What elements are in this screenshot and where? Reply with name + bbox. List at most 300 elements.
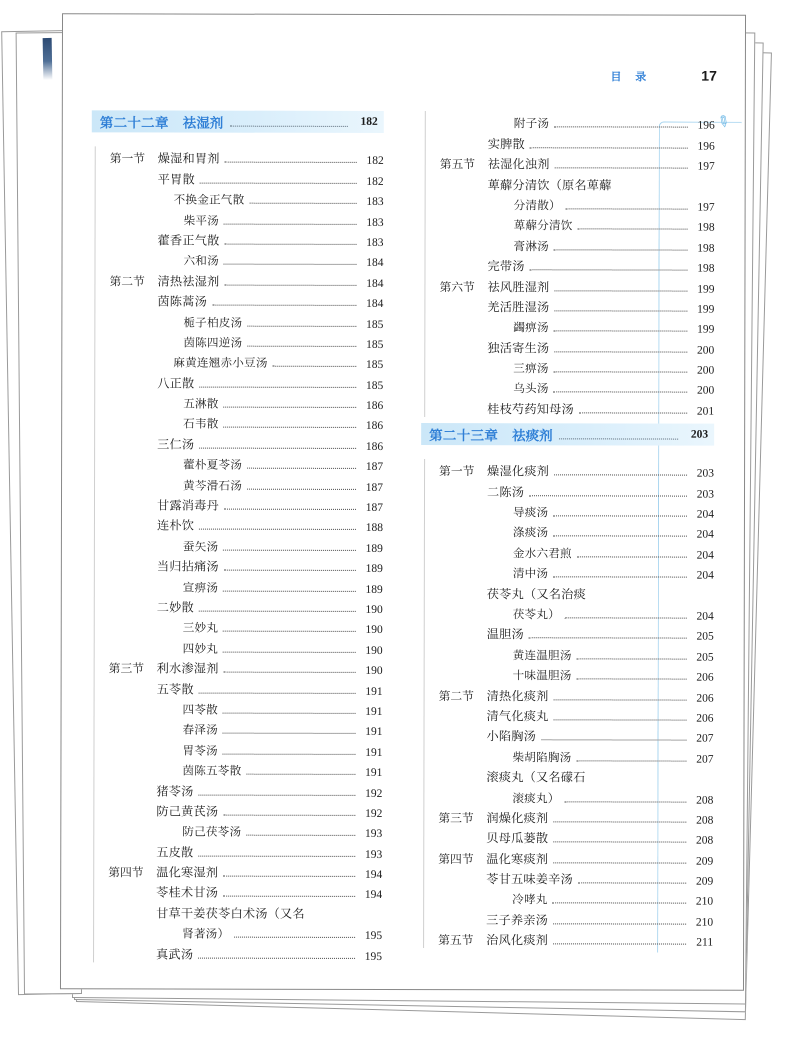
toc-entry-page: 205 [696, 630, 714, 644]
toc-entry-page: 193 [364, 848, 383, 861]
toc-entry-title: 宣痹汤 [182, 581, 219, 595]
toc-entry-section: 第五节 [439, 157, 476, 172]
toc-entry-title: 蠲痹汤 [513, 321, 549, 335]
leader-dots [212, 305, 356, 306]
leader-dots [225, 162, 357, 163]
toc-entry-title: 滚痰丸（又名礞石 [486, 770, 586, 785]
toc-entry-page: 184 [366, 277, 384, 290]
toc-entry[interactable] [109, 595, 383, 616]
toc-entry-title: 柴平汤 [183, 214, 219, 228]
leader-dots [554, 351, 687, 352]
toc-entry-title: 冷哮丸 [512, 893, 548, 907]
toc-entry-title: 滚痰丸） [512, 791, 560, 805]
toc-columns [61, 110, 745, 961]
toc-entry-title: 连朴饮 [156, 518, 195, 533]
toc-entry[interactable] [438, 826, 713, 847]
toc-entry-title: 三痹汤 [513, 362, 549, 376]
toc-entry[interactable] [438, 928, 713, 949]
leader-dots [224, 509, 356, 510]
leader-dots [246, 774, 355, 775]
toc-entry-title: 金水六君煎 [512, 547, 572, 561]
toc-entry[interactable] [110, 228, 384, 249]
toc-entry[interactable] [439, 561, 714, 582]
toc-entry-page: 192 [365, 807, 383, 820]
toc-entry-title: 麻黄连翘赤小豆汤 [173, 356, 268, 371]
toc-entry-title: 十味温胆汤 [512, 669, 572, 683]
toc-entry-title: 独活寄生汤 [487, 340, 550, 355]
leader-dots [223, 753, 356, 754]
toc-entry-page: 182 [366, 155, 384, 168]
toc-entry[interactable] [439, 315, 714, 336]
toc-page [60, 13, 746, 990]
toc-entry[interactable] [440, 152, 715, 173]
toc-entry[interactable] [110, 146, 384, 167]
leader-dots [577, 679, 687, 680]
toc-entry[interactable] [438, 785, 713, 806]
toc-entry-title: 栀子柏皮汤 [183, 316, 243, 330]
toc-entry[interactable] [109, 350, 383, 371]
toc-entry-page: 184 [366, 257, 384, 270]
toc-entry[interactable] [438, 806, 713, 827]
toc-entry[interactable] [110, 167, 384, 188]
toc-entry-page: 187 [365, 501, 383, 514]
leader-dots [224, 264, 357, 265]
toc-entry-title: 利水渗湿剂 [156, 661, 219, 676]
toc-entry-page: 184 [366, 298, 384, 311]
running-header [63, 66, 745, 84]
toc-entry-title: 甘露消毒丹 [156, 498, 219, 513]
toc-entry-title: 不换金正气散 [173, 193, 245, 207]
leader-dots [529, 638, 687, 639]
leader-dots [199, 386, 356, 387]
toc-entry-page: 183 [366, 196, 384, 209]
toc-entry-page: 190 [365, 603, 383, 616]
toc-entry-page: 191 [365, 705, 383, 718]
leader-dots [576, 760, 686, 761]
toc-entry-page: 208 [696, 834, 714, 847]
toc-entry-page: 183 [366, 236, 384, 249]
toc-entry-section: 第五节 [438, 933, 474, 948]
toc-entry-title: 猪苓汤 [156, 783, 194, 799]
toc-entry[interactable] [109, 330, 383, 351]
toc-entry[interactable] [109, 697, 383, 718]
toc-entry-title: 柴胡陷胸汤 [512, 750, 572, 765]
leader-dots [554, 290, 687, 291]
toc-entry[interactable] [439, 376, 714, 397]
leader-dots [559, 429, 679, 439]
toc-entry[interactable] [439, 663, 714, 684]
leader-dots [541, 740, 686, 741]
toc-column-left [61, 110, 404, 961]
toc-entry[interactable] [438, 744, 713, 765]
toc-entry[interactable] [438, 867, 713, 888]
toc-entry-title: 三子养亲汤 [486, 913, 549, 928]
toc-entry-page: 211 [696, 936, 714, 949]
toc-entry-page: 204 [696, 508, 714, 521]
leader-dots [199, 447, 356, 448]
leader-dots [530, 147, 688, 148]
toc-entry-title: 清热化痰剂 [486, 688, 549, 703]
toc-entry-page: 207 [696, 753, 714, 766]
leader-dots [247, 346, 356, 347]
chapter-page-number: 182 [360, 115, 378, 128]
toc-entry-list-right-top [424, 111, 715, 417]
leader-dots [553, 923, 686, 924]
leader-dots [223, 896, 355, 897]
toc-entry[interactable] [439, 335, 714, 356]
toc-entry-page: 200 [697, 364, 715, 377]
toc-entry[interactable] [439, 540, 714, 561]
leader-dots [199, 529, 356, 530]
toc-entry[interactable] [439, 356, 714, 377]
toc-entry-section: 第六节 [439, 279, 475, 294]
toc-entry-title: 治风化痰剂 [486, 933, 549, 948]
toc-entry-page: 189 [365, 542, 383, 555]
leader-dots [247, 325, 356, 326]
toc-entry[interactable] [439, 642, 714, 663]
toc-entry[interactable] [109, 575, 383, 596]
toc-entry[interactable] [109, 452, 383, 473]
toc-entry[interactable] [109, 656, 383, 677]
toc-entry-title: 黄连温胆汤 [512, 648, 572, 663]
toc-entry[interactable] [109, 554, 383, 575]
toc-entry-title: 茯苓丸（又名治痰 [486, 586, 586, 601]
toc-entry[interactable] [438, 908, 713, 929]
chapter-number: 第二十二章 [99, 115, 169, 132]
toc-entry[interactable] [108, 799, 382, 820]
toc-entry[interactable] [439, 683, 714, 704]
toc-entry-page: 209 [695, 875, 714, 888]
toc-entry[interactable] [439, 520, 714, 541]
toc-entry-page: 196 [697, 140, 715, 153]
leader-dots [529, 495, 687, 496]
toc-entry-section: 第四节 [108, 865, 144, 880]
toc-entry[interactable] [440, 172, 715, 193]
toc-entry[interactable] [109, 432, 383, 453]
toc-entry-page: 197 [697, 201, 715, 214]
toc-entry-title: 清中汤 [512, 567, 549, 581]
toc-entry-page: 209 [695, 855, 714, 868]
toc-entry-title: 石韦散 [183, 418, 219, 432]
leader-dots [224, 223, 357, 224]
toc-entry-page: 199 [697, 303, 715, 316]
toc-entry[interactable] [109, 269, 383, 290]
leader-dots [198, 957, 355, 958]
leader-dots [234, 937, 355, 938]
toc-entry-page: 185 [366, 338, 384, 351]
toc-entry[interactable] [439, 704, 714, 725]
toc-entry[interactable] [439, 397, 714, 418]
leader-dots [553, 862, 686, 863]
toc-entry-title: 涤痰汤 [512, 526, 549, 540]
toc-entry-page: 206 [696, 712, 714, 725]
toc-entry-title: 贝母瓜蒌散 [486, 831, 549, 846]
toc-entry[interactable] [438, 724, 713, 745]
toc-entry-page: 183 [366, 216, 384, 229]
toc-entry-title: 附子汤 [513, 117, 550, 131]
leader-dots [566, 208, 688, 209]
leader-dots [554, 331, 688, 332]
toc-entry-title: 润燥化痰剂 [486, 811, 549, 826]
toc-entry-page: 210 [695, 896, 714, 909]
toc-entry-page: 201 [696, 405, 715, 418]
toc-entry[interactable] [440, 193, 715, 214]
toc-entry-page: 208 [696, 794, 714, 807]
leader-dots [553, 515, 687, 516]
leader-dots [223, 549, 356, 550]
toc-entry-section: 第三节 [438, 810, 474, 826]
toc-entry-page: 206 [696, 692, 714, 705]
leader-dots [199, 611, 356, 612]
leader-dots [553, 719, 686, 720]
toc-entry-page: 189 [365, 583, 383, 596]
toc-entry-page: 208 [696, 814, 714, 827]
toc-entry-title: 茵陈五苓散 [182, 764, 242, 778]
toc-entry-title: 乌头汤 [513, 382, 549, 396]
toc-entry-title: 春泽汤 [182, 723, 218, 737]
toc-entry[interactable] [439, 254, 714, 275]
leader-dots [223, 651, 356, 652]
toc-entry-title: 萆薢分清饮 [513, 219, 573, 233]
toc-entry-page: 190 [365, 665, 383, 678]
toc-entry-page: 200 [696, 385, 715, 398]
toc-entry-page: 207 [696, 732, 714, 745]
toc-entry[interactable] [109, 677, 383, 698]
toc-entry-title: 五皮散 [156, 845, 194, 860]
toc-entry-title: 八正散 [157, 376, 195, 391]
toc-entry[interactable] [109, 289, 383, 310]
toc-entry-title: 三仁汤 [157, 437, 195, 452]
toc-entry-title: 四苓散 [182, 703, 218, 717]
leader-dots [273, 366, 357, 367]
toc-entry[interactable] [108, 921, 382, 942]
toc-entry-title: 甘草干姜茯苓白术汤（又名 [156, 906, 305, 921]
toc-entry-page: 191 [365, 746, 383, 759]
chapter-number: 第二十三章 [429, 427, 499, 445]
toc-entry-page: 198 [697, 221, 715, 234]
toc-entry-page: 200 [697, 344, 715, 357]
toc-entry[interactable] [109, 411, 383, 432]
toc-entry-page: 195 [364, 950, 383, 963]
toc-entry-title: 四妙丸 [182, 642, 219, 656]
toc-entry-page: 185 [365, 379, 384, 392]
toc-entry-title: 小陷胸汤 [486, 729, 537, 744]
chapter-title: 祛痰剂 [512, 428, 553, 445]
leader-dots [553, 821, 686, 822]
toc-entry-title: 温胆汤 [486, 627, 524, 642]
leader-dots [224, 407, 357, 408]
toc-entry-page: 210 [695, 916, 714, 929]
toc-entry[interactable] [440, 233, 715, 254]
toc-entry[interactable] [108, 840, 382, 861]
toc-entry[interactable] [109, 717, 383, 738]
toc-entry-page: 182 [366, 175, 384, 188]
toc-entry-page: 199 [697, 283, 715, 296]
toc-entry-title: 分清散） [513, 199, 561, 213]
toc-entry-section: 第二节 [438, 688, 475, 703]
toc-entry[interactable] [110, 187, 384, 208]
toc-entry-page: 195 [364, 930, 383, 943]
toc-entry-title: 萆薢分清饮（原名萆薢 [487, 177, 612, 192]
toc-entry-section: 第三节 [108, 661, 145, 676]
toc-entry-title: 温化寒痰剂 [486, 851, 549, 866]
toc-entry-page: 191 [365, 726, 383, 739]
chapter-title: 祛湿剂 [182, 115, 224, 132]
toc-entry-page: 186 [365, 440, 384, 453]
toc-entry-page: 186 [365, 420, 384, 433]
toc-entry[interactable] [438, 765, 713, 786]
toc-entry-section: 第一节 [439, 464, 475, 479]
toc-entry-title: 温化寒湿剂 [156, 865, 219, 880]
toc-entry[interactable] [108, 860, 382, 881]
toc-entry-title: 燥湿化痰剂 [487, 464, 550, 479]
toc-entry[interactable] [439, 622, 714, 643]
toc-entry-page: 203 [696, 467, 715, 480]
toc-entry-title: 茵陈四逆汤 [183, 336, 243, 350]
toc-entry-title: 防己黄芪汤 [156, 804, 219, 819]
toc-entry[interactable] [108, 738, 382, 759]
toc-entry-page: 204 [696, 569, 714, 582]
leader-dots [224, 244, 356, 245]
toc-entry[interactable] [439, 459, 714, 480]
toc-entry-page: 187 [365, 481, 384, 494]
leader-dots [223, 733, 356, 734]
leader-dots [223, 590, 356, 591]
toc-entry[interactable] [108, 901, 382, 922]
toc-entry-title: 茯苓丸） [512, 608, 560, 622]
toc-entry-title: 茵陈蒿汤 [157, 294, 207, 309]
toc-entry[interactable] [438, 887, 713, 908]
toc-entry-page: 189 [365, 563, 383, 576]
toc-entry-page: 198 [697, 242, 715, 255]
toc-entry[interactable] [109, 248, 383, 269]
toc-entry[interactable] [109, 391, 383, 412]
toc-entry-page: 197 [697, 160, 715, 173]
toc-entry-title: 蚕矢汤 [182, 540, 219, 554]
toc-entry[interactable] [438, 846, 713, 867]
leader-dots [553, 842, 686, 843]
toc-entry-title: 五苓散 [156, 682, 194, 697]
toc-entry-section: 第二节 [109, 274, 145, 289]
toc-entry[interactable] [108, 778, 382, 799]
toc-entry[interactable] [108, 880, 382, 901]
toc-entry-page: 188 [365, 522, 383, 535]
toc-entry-page: 190 [365, 644, 383, 657]
toc-entry[interactable] [109, 534, 383, 555]
leaf-icon: ✎ [713, 110, 734, 133]
toc-entry[interactable] [439, 295, 714, 316]
toc-entry-title: 祛风胜湿剂 [487, 279, 550, 294]
leader-dots [579, 412, 687, 413]
toc-entry-page: 206 [696, 671, 714, 684]
toc-entry[interactable] [109, 473, 383, 494]
leader-dots [578, 229, 688, 230]
toc-entry[interactable] [108, 819, 382, 840]
toc-entry-title: 桂枝芍药知母汤 [487, 402, 574, 417]
chapter-heading-23[interactable] [421, 423, 714, 446]
toc-entry-page: 198 [697, 262, 715, 275]
toc-entry-title: 五淋散 [183, 397, 219, 411]
toc-entry-page: 205 [696, 651, 714, 664]
toc-entry-page: 196 [697, 120, 715, 133]
leader-dots [577, 658, 687, 659]
toc-entry[interactable] [439, 602, 714, 623]
toc-entry-title: 二妙散 [156, 600, 194, 615]
toc-entry[interactable] [108, 758, 382, 779]
leader-dots [554, 392, 688, 393]
toc-entry-page: 185 [366, 359, 384, 372]
leader-dots [553, 536, 687, 537]
toc-entry[interactable] [440, 131, 715, 152]
leader-dots [554, 310, 687, 311]
toc-entry-title: 清热祛湿剂 [157, 274, 220, 289]
toc-entry[interactable] [439, 500, 714, 521]
toc-entry-page: 186 [365, 400, 384, 413]
toc-entry-title: 黄芩滑石汤 [183, 479, 243, 493]
leader-dots [554, 127, 688, 128]
toc-entry[interactable] [109, 310, 383, 331]
toc-entry-page: 190 [365, 624, 383, 637]
toc-entry-section: 第四节 [438, 851, 474, 866]
toc-entry-page: 192 [365, 787, 383, 800]
chapter-heading-22[interactable] [92, 110, 384, 133]
toc-entry[interactable] [439, 581, 714, 602]
page-number: 17 [701, 67, 717, 84]
leader-dots [246, 835, 355, 836]
leader-dots [249, 203, 356, 204]
toc-entry-page: 191 [365, 685, 383, 698]
toc-entry-list-left [93, 146, 384, 962]
leader-dots [553, 577, 687, 578]
leader-dots [224, 672, 356, 673]
leader-dots [224, 427, 357, 428]
toc-entry-title: 清气化痰丸 [486, 709, 549, 724]
leader-dots [247, 468, 356, 469]
toc-entry-title: 真武汤 [156, 947, 194, 962]
leader-dots [223, 815, 355, 816]
toc-entry[interactable] [440, 111, 715, 132]
toc-entry-title: 苓桂术甘汤 [156, 885, 219, 901]
toc-entry-title: 六和汤 [183, 254, 219, 268]
leader-dots [554, 699, 687, 700]
toc-entry[interactable] [109, 513, 383, 534]
toc-entry[interactable] [439, 479, 714, 500]
header-label: 目 录 [610, 70, 652, 84]
toc-entry[interactable] [109, 636, 383, 657]
toc-entry[interactable] [109, 371, 383, 392]
leader-dots [565, 801, 687, 802]
leader-dots [530, 269, 688, 270]
toc-entry[interactable] [109, 493, 383, 514]
toc-entry-title: 导痰汤 [512, 506, 549, 520]
leader-dots [199, 692, 356, 693]
leader-dots [223, 631, 356, 632]
toc-entry[interactable] [439, 274, 714, 295]
leader-dots [199, 794, 356, 795]
toc-entry[interactable] [108, 942, 382, 963]
toc-entry-title: 二陈汤 [487, 484, 525, 499]
toc-entry[interactable] [109, 615, 383, 636]
toc-entry-title: 燥湿和胃剂 [157, 151, 220, 167]
leader-dots [554, 371, 688, 372]
toc-entry-title: 三妙丸 [182, 621, 219, 635]
leader-dots [200, 182, 357, 183]
toc-entry-page: 194 [364, 868, 383, 882]
book-spine [43, 38, 53, 80]
toc-entry[interactable] [440, 213, 715, 234]
toc-entry[interactable] [110, 208, 384, 229]
toc-entry-page: 203 [696, 488, 715, 501]
